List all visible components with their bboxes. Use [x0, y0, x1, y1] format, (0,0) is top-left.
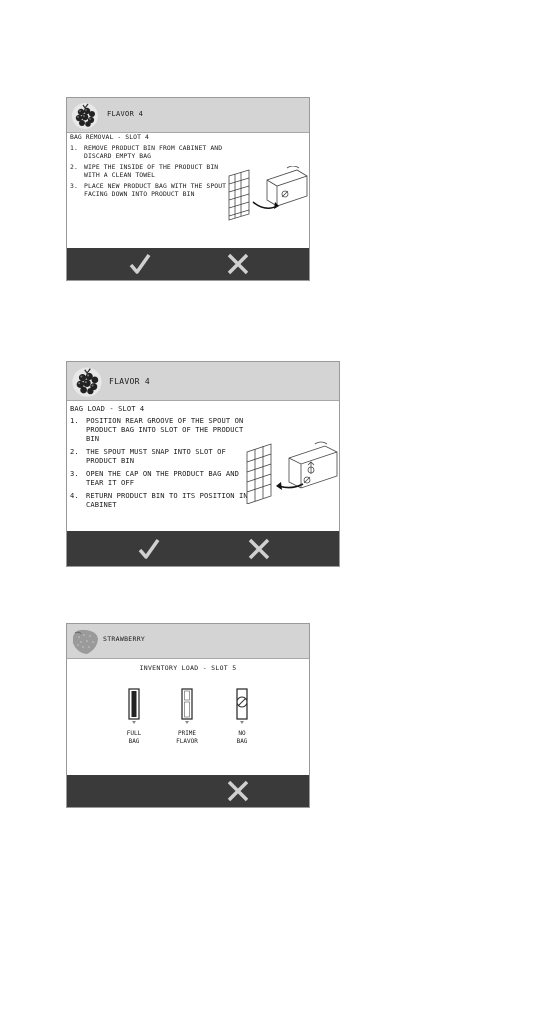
cancel-button[interactable] [239, 531, 279, 566]
action-bar [67, 531, 339, 566]
screen-header [67, 362, 339, 401]
strawberry-icon [69, 625, 101, 657]
screen-title: FLAVOR 4 [107, 110, 144, 118]
step-number: 4. [70, 491, 79, 500]
step-number: 1. [70, 416, 79, 425]
option-label: PRIME FLAVOR [176, 730, 198, 745]
step-text: OPEN THE CAP ON THE PRODUCT BAG AND TEAR IT OFF [86, 469, 239, 487]
x-icon [226, 252, 250, 276]
step-text: WIPE THE INSIDE OF THE PRODUCT BIN WITH A CLEAN TOWEL [84, 163, 219, 179]
cancel-button[interactable] [218, 248, 258, 280]
cancel-button[interactable] [218, 775, 258, 807]
no-bag-option[interactable] [222, 688, 262, 745]
check-icon [128, 252, 152, 276]
screen-title: STRAWBERRY [103, 635, 146, 643]
bin-removal-illustration [227, 166, 309, 222]
blackberry-icon [69, 99, 101, 131]
inventory-load-screen [66, 623, 310, 808]
instructions [70, 133, 234, 201]
step-item [70, 447, 254, 465]
instructions [70, 404, 254, 513]
step-item [70, 163, 234, 179]
step-number: 3. [70, 182, 78, 190]
section-title: INVENTORY LOAD - SLOT 5 [139, 664, 237, 672]
action-bar [67, 248, 309, 280]
prime-flavor-icon [180, 688, 194, 726]
check-icon [137, 537, 161, 561]
screen-header [67, 98, 309, 133]
full-bag-icon [127, 688, 141, 726]
step-number: 1. [70, 144, 78, 152]
bin-loading-illustration [245, 440, 339, 504]
step-number: 2. [70, 447, 79, 456]
screen-header [67, 624, 309, 659]
action-bar [67, 775, 309, 807]
step-item [70, 469, 254, 487]
option-label: FULL BAG [126, 730, 142, 745]
step-text: PLACE NEW PRODUCT BAG WITH THE SPOUT FACING DOWN INTO PRODUCT BIN [84, 182, 227, 198]
step-item [70, 491, 254, 509]
confirm-button[interactable] [129, 531, 169, 566]
x-icon [226, 779, 250, 803]
step-number: 3. [70, 469, 79, 478]
step-item [70, 182, 234, 198]
step-item [70, 416, 254, 443]
bag-removal-screen [66, 97, 310, 281]
section-title: BAG LOAD - SLOT 4 [70, 404, 145, 413]
step-item [70, 144, 234, 160]
section-title: BAG REMOVAL - SLOT 4 [70, 133, 149, 141]
option-label: NO BAG [236, 730, 248, 745]
blackberry-icon [69, 363, 105, 399]
step-text: REMOVE PRODUCT BIN FROM CABINET AND DISCARD EMPTY BAG [84, 144, 223, 160]
no-bag-icon [235, 688, 249, 726]
confirm-button[interactable] [120, 248, 160, 280]
step-text: RETURN PRODUCT BIN TO ITS POSITION IN CABINET [86, 491, 248, 509]
x-icon [247, 537, 271, 561]
step-text: THE SPOUT MUST SNAP INTO SLOT OF PRODUCT BIN [86, 447, 226, 465]
step-number: 2. [70, 163, 78, 171]
step-text: POSITION REAR GROOVE OF THE SPOUT ON PRODUCT BAG INTO SLOT OF THE PRODUCT BIN [86, 416, 244, 443]
screen-title: FLAVOR 4 [109, 377, 150, 386]
prime-flavor-option[interactable] [167, 688, 207, 745]
full-bag-option[interactable] [114, 688, 154, 745]
bag-load-screen [66, 361, 340, 567]
